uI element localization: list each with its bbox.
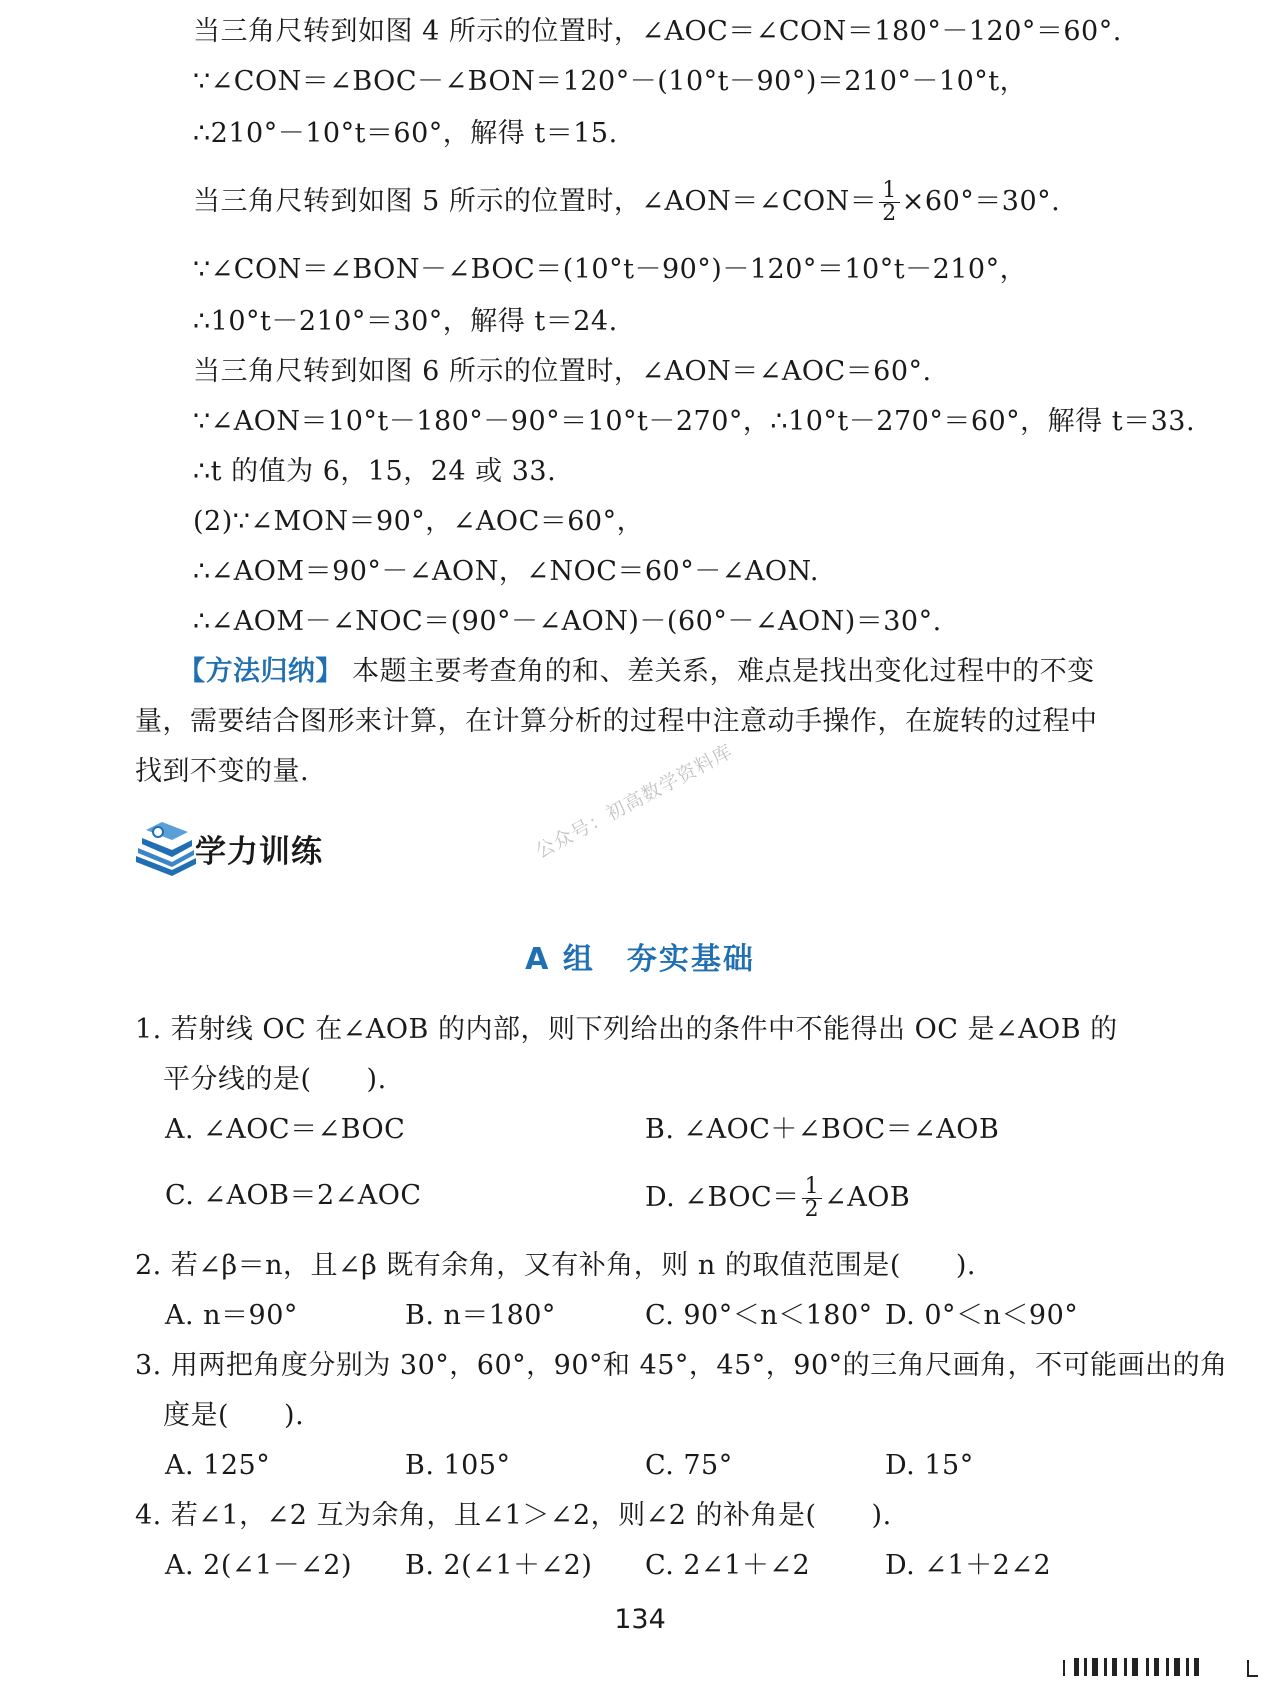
- solution-line-12: ∴∠AOM－∠NOC＝(90°－∠AON)－(60°－∠AON)＝30°.: [193, 606, 942, 637]
- option-q2-a: A. n＝90°: [165, 1300, 298, 1331]
- option-q2-c: C. 90°＜n＜180°: [645, 1300, 873, 1331]
- fraction-denominator: 2: [804, 1197, 820, 1222]
- solution-line-11: ∴∠AOM＝90°－∠AON，∠NOC＝60°－∠AON.: [193, 556, 819, 587]
- question-1-stem-cont: 平分线的是( ).: [163, 1064, 387, 1095]
- fraction: [802, 1176, 823, 1221]
- solution-line-3: ∴210°－10°t＝60°，解得 t＝15.: [193, 118, 618, 149]
- option-q2-b: B. n＝180°: [405, 1300, 556, 1331]
- option-q3-a: A. 125°: [165, 1450, 271, 1481]
- line-text: ×60°＝30°.: [901, 186, 1061, 217]
- question-3-stem-cont: 度是( ).: [163, 1400, 305, 1431]
- option-text: ∠AOB: [824, 1182, 911, 1213]
- option-q2-d: D. 0°＜n＜90°: [885, 1300, 1079, 1331]
- section-title: 学力训练: [195, 834, 323, 870]
- option-q3-d: D. 15°: [885, 1450, 974, 1481]
- watermark: 公众号：初高数学资料库: [531, 740, 737, 863]
- method-summary-line-1: [178, 654, 1095, 690]
- method-summary-line-2: 量，需要结合图形来计算，在计算分析的过程中注意动手操作，在旋转的过程中: [135, 706, 1098, 737]
- method-tag: 【方法归纳】: [178, 656, 343, 687]
- option-q1-d: [645, 1176, 910, 1221]
- option-q4-a: A. 2(∠1－∠2): [165, 1550, 353, 1581]
- solution-line-6: ∴10°t－210°＝30°，解得 t＝24.: [193, 306, 618, 337]
- solution-line-5: ∵∠CON＝∠BON－∠BOC＝(10°t－90°)－120°＝10°t－210°，: [193, 254, 1028, 285]
- barcode-mark-icon: [1062, 1656, 1262, 1678]
- fraction: [879, 180, 900, 225]
- solution-line-8: ∵∠AON＝10°t－180°－90°＝10°t－270°，∴10°t－270°＝60°，解得 t＝33.: [193, 406, 1196, 437]
- fraction-numerator: 1: [879, 180, 900, 203]
- option-q4-d: D. ∠1＋2∠2: [885, 1550, 1052, 1581]
- method-text: 本题主要考查角的和、差关系，难点是找出变化过程中的不变: [352, 656, 1095, 687]
- option-q3-b: B. 105°: [405, 1450, 511, 1481]
- option-q4-c: C. 2∠1＋∠2: [645, 1550, 811, 1581]
- solution-line-9: ∴t 的值为 6，15，24 或 33.: [193, 456, 557, 487]
- option-q1-c: C. ∠AOB＝2∠AOC: [165, 1180, 422, 1211]
- solution-line-4: [193, 180, 1060, 225]
- option-text: D. ∠BOC＝: [645, 1182, 800, 1213]
- option-q3-c: C. 75°: [645, 1450, 733, 1481]
- fraction-numerator: 1: [802, 1176, 823, 1199]
- method-summary-line-3: 找到不变的量.: [135, 756, 310, 787]
- option-q1-a: A. ∠AOC＝∠BOC: [165, 1114, 406, 1145]
- question-3-stem: 3. 用两把角度分别为 30°，60°，90°和 45°，45°，90°的三角尺画角，不可能画出的角: [135, 1350, 1228, 1381]
- option-q4-b: B. 2(∠1＋∠2): [405, 1550, 593, 1581]
- line-text: 当三角尺转到如图 5 所示的位置时，∠AON＝∠CON＝: [193, 186, 878, 217]
- question-2-stem: 2. 若∠β＝n，且∠β 既有余角，又有补角，则 n 的取值范围是( ).: [135, 1250, 976, 1281]
- fraction-denominator: 2: [882, 201, 897, 226]
- solution-line-1: 当三角尺转到如图 4 所示的位置时，∠AOC＝∠CON＝180°－120°＝60°.: [193, 16, 1122, 47]
- solution-line-10: (2)∵∠MON＝90°，∠AOC＝60°，: [193, 506, 645, 537]
- question-1-stem: 1. 若射线 OC 在∠AOB 的内部，则下列给出的条件中不能得出 OC 是∠AOB 的: [135, 1014, 1118, 1045]
- books-icon: [132, 818, 202, 878]
- solution-line-2: ∵∠CON＝∠BOC－∠BON＝120°－(10°t－90°)＝210°－10°t，: [193, 66, 1028, 97]
- group-title: A 组 夯实基础: [525, 942, 755, 977]
- solution-line-7: 当三角尺转到如图 6 所示的位置时，∠AON＝∠AOC＝60°.: [193, 356, 932, 387]
- question-4-stem: 4. 若∠1，∠2 互为余角，且∠1＞∠2，则∠2 的补角是( ).: [135, 1500, 892, 1531]
- option-q1-b: B. ∠AOC＋∠BOC＝∠AOB: [645, 1114, 1000, 1145]
- page-number: 134: [614, 1604, 666, 1635]
